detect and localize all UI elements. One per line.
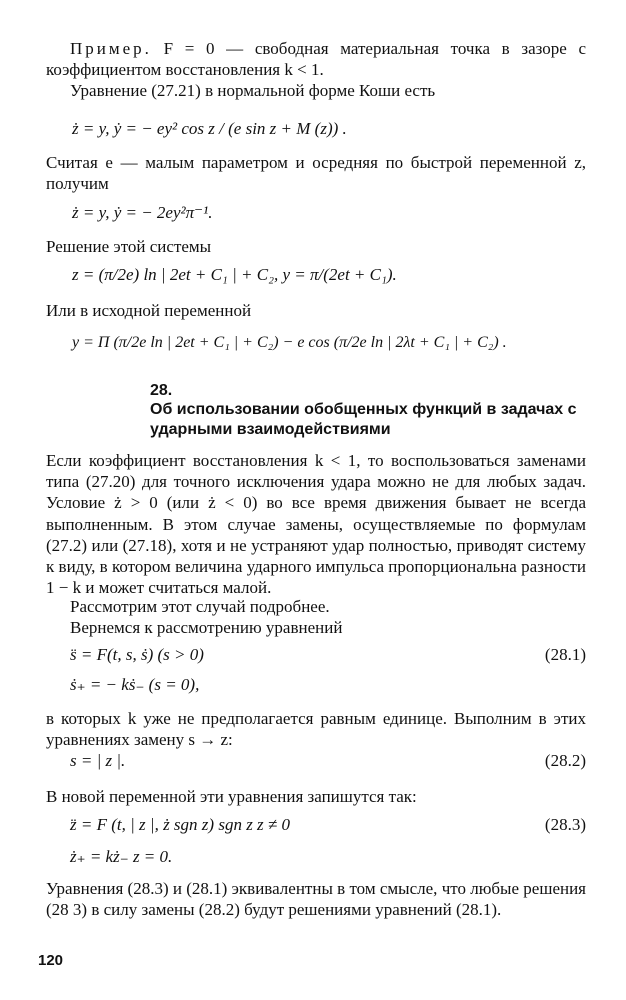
paragraph-averaging: Считая e — малым параметром и осредняя по быстрой переменной z, получим xyxy=(46,153,586,193)
equation-6: ṡ₊ = − kṡ₋ (s = 0), xyxy=(70,675,200,694)
equation-5-number: (28.1) xyxy=(544,645,586,664)
equation-3: z = (π/2e) ln | 2et + C₁ | + C₂, y = π/(2et + C₁). xyxy=(72,265,397,284)
equation-2: ż = y, ẏ = − 2ey²π⁻¹. xyxy=(72,203,213,222)
equation-9: ż₊ = kż₋ z = 0. xyxy=(70,847,173,866)
example-lead: Пример. xyxy=(70,39,152,58)
equation-5: s̈ = F(t, s, ṡ) (s > 0) xyxy=(70,645,204,664)
paragraph-return: Вернемся к рассмотрению уравнений xyxy=(70,618,343,637)
paragraph-original-variable: Или в исходной переменной xyxy=(46,301,252,320)
paragraph-equivalence: Уравнения (28.3) и (28.1) эквивалентны в том смысле, что любые решения (28 3) в силу замены (28.2) будут решениями уравнений (28.1). xyxy=(46,879,586,919)
paragraph-new-variable: В новой переменной эти уравнения запишутся так: xyxy=(46,787,417,806)
paragraph-cauchy: Уравнение (27.21) в нормальной форме Коши есть xyxy=(70,81,436,100)
section-number: 28. xyxy=(150,382,173,399)
equation-4: y = Π (π/2e ln | 2et + C₁ | + C₂) − e cos (π/2e ln | 2λt + C₁ | + C₂) . xyxy=(72,334,507,351)
equation-1: ż = y, ẏ = − ey² cos z / (e sin z + M (z)) . xyxy=(72,119,347,138)
paragraph-consider: Рассмотрим этот случай подробнее. xyxy=(70,597,330,616)
paragraph-substitution: в которых k уже не предполагается равным единице. Выполним в этих уравнениях замену s → z: xyxy=(46,709,586,749)
equation-8: z̈ = F (t, | z |, ż sgn z) sgn z z ≠ 0 xyxy=(70,815,291,834)
page-number: 120 xyxy=(38,952,64,969)
example-text: F = 0 — свободная материальная точка в зазоре с коэффициентом восстановления k < 1. xyxy=(46,39,586,79)
example-paragraph xyxy=(46,38,586,80)
section-title: Об использовании обобщенных функций в задачах с ударными взаимодействиями xyxy=(150,401,577,438)
equation-7-number: (28.2) xyxy=(544,751,586,770)
paragraph-restitution: Если коэффициент восстановления k < 1, то воспользоваться заменами типа (27.20) для точного исключения удара можно не для любых задач. Условие ż > 0 (или ż < 0) во все время движения бывает не всегда выполненным. В этом случае замены, осуществляемые по формулам (27.2) или (27.18), хотя и не устраняют удар полностью, приводят систему к виду, в котором величина ударного импульса пропорциональна разности 1 − k и может считаться малой. xyxy=(46,451,586,598)
equation-7: s = | z |. xyxy=(70,751,126,770)
paragraph-solution: Решение этой системы xyxy=(46,237,212,256)
equation-8-number: (28.3) xyxy=(544,815,586,834)
